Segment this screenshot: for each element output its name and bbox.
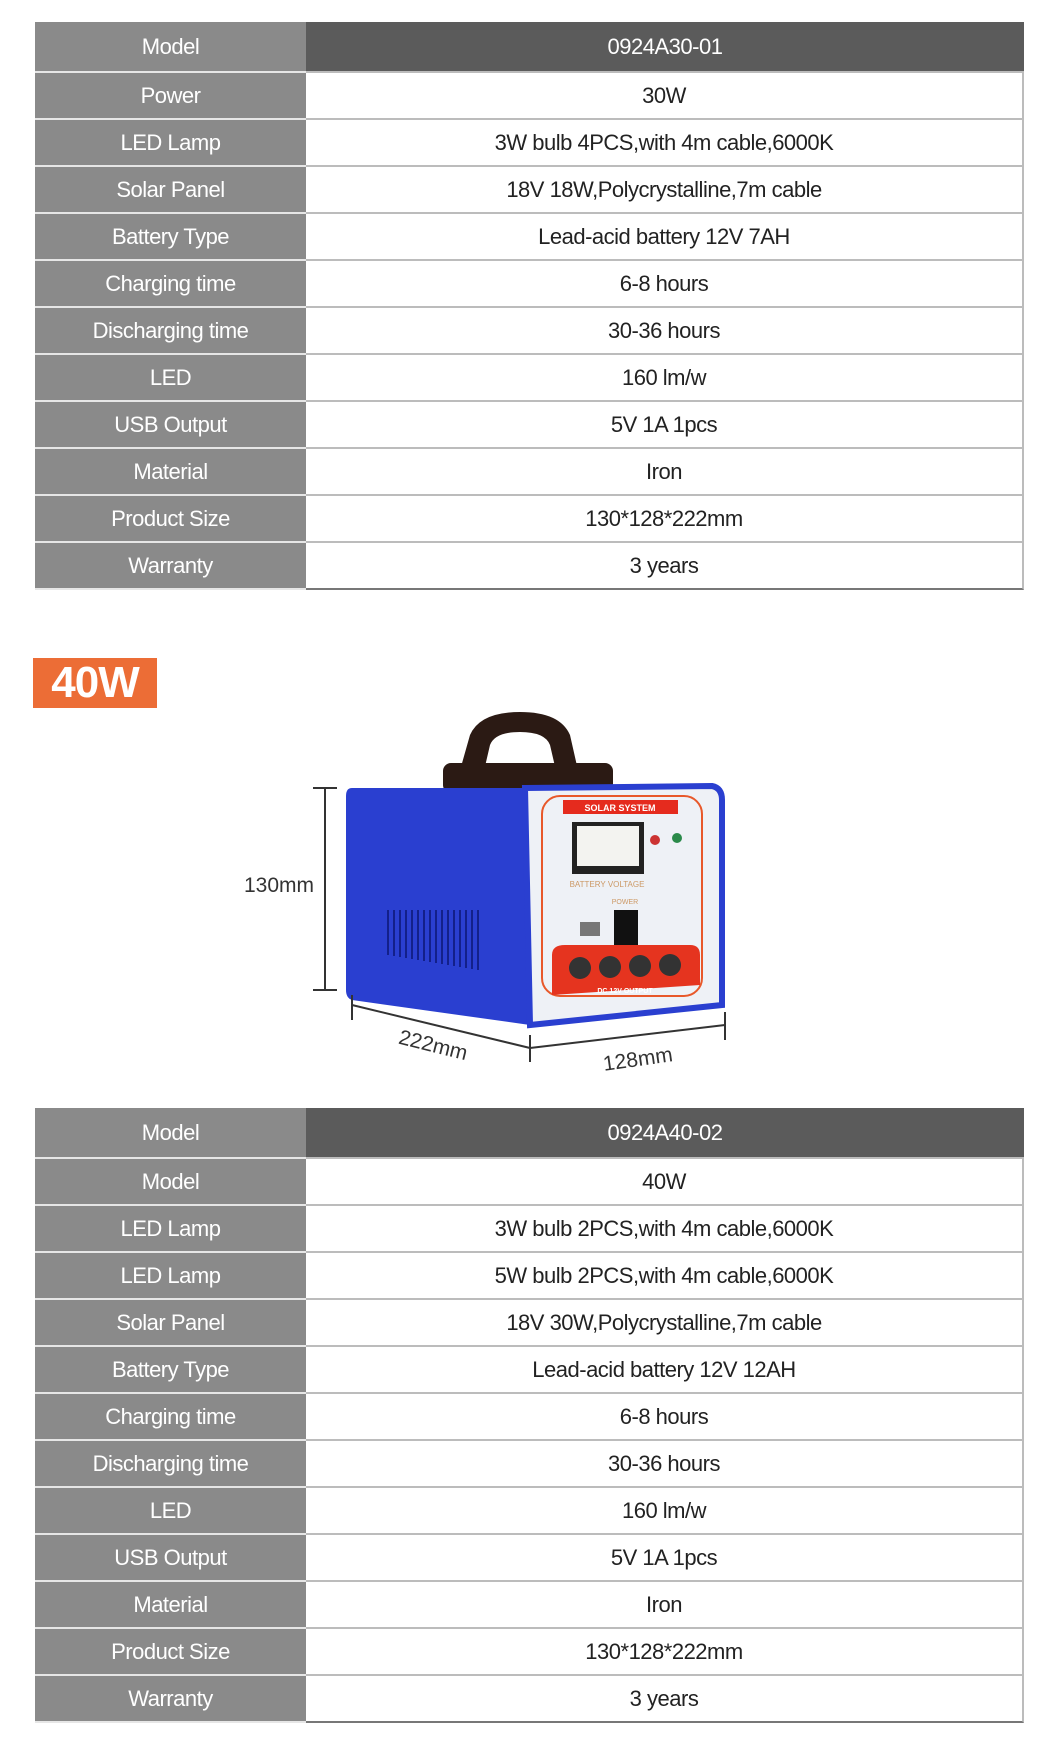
row-label: Discharging time <box>35 1441 306 1488</box>
depth-dimension: 222mm <box>396 1025 470 1066</box>
row-label: Discharging time <box>35 308 306 355</box>
row-value: 0924A40-02 <box>306 1108 1024 1159</box>
table-row <box>35 496 1024 543</box>
table-header-row <box>35 22 1024 73</box>
row-label: LED Lamp <box>35 120 306 167</box>
product-image-40w <box>0 700 1060 1100</box>
table-row <box>35 1488 1024 1535</box>
output-label: DC 12V OUTPUT <box>597 988 653 995</box>
row-value: 30-36 hours <box>306 1441 1024 1488</box>
spec-table-40w <box>35 1108 1024 1723</box>
row-value: 5W bulb 2PCS,with 4m cable,6000K <box>306 1253 1024 1300</box>
row-value: Lead-acid battery 12V 12AH <box>306 1347 1024 1394</box>
row-label: Solar Panel <box>35 1300 306 1347</box>
case-side <box>346 788 530 1025</box>
row-value: 130*128*222mm <box>306 496 1024 543</box>
table-row <box>35 1253 1024 1300</box>
row-value: 6-8 hours <box>306 261 1024 308</box>
row-label: Material <box>35 449 306 496</box>
row-label: Charging time <box>35 1394 306 1441</box>
table-row <box>35 1676 1024 1723</box>
height-dimension: 130mm <box>243 874 315 897</box>
row-label: Battery Type <box>35 1347 306 1394</box>
row-label: Solar Panel <box>35 167 306 214</box>
table-row <box>35 1394 1024 1441</box>
table-row <box>35 261 1024 308</box>
row-value: 160 lm/w <box>306 1488 1024 1535</box>
table-row <box>35 167 1024 214</box>
table-row <box>35 1206 1024 1253</box>
table-row <box>35 1300 1024 1347</box>
row-value: 30-36 hours <box>306 308 1024 355</box>
row-value: 18V 18W,Polycrystalline,7m cable <box>306 167 1024 214</box>
width-dimension: 128mm <box>601 1043 675 1076</box>
row-value: Lead-acid battery 12V 7AH <box>306 214 1024 261</box>
row-label: Product Size <box>35 496 306 543</box>
row-label: Warranty <box>35 1676 306 1723</box>
row-value: 3 years <box>306 1676 1024 1723</box>
row-value: 5V 1A 1pcs <box>306 402 1024 449</box>
row-label: Power <box>35 73 306 120</box>
row-label: LED <box>35 355 306 402</box>
row-value: 5V 1A 1pcs <box>306 1535 1024 1582</box>
table-row <box>35 543 1024 590</box>
power-badge-40w: 40W <box>33 658 157 708</box>
power-label: POWER <box>611 899 639 906</box>
row-value: 30W <box>306 73 1024 120</box>
table-row <box>35 402 1024 449</box>
row-value: 3W bulb 2PCS,with 4m cable,6000K <box>306 1206 1024 1253</box>
table-row <box>35 355 1024 402</box>
row-value: 0924A30-01 <box>306 22 1024 73</box>
table-row <box>35 1629 1024 1676</box>
row-label: Battery Type <box>35 214 306 261</box>
table-header-row <box>35 1108 1024 1159</box>
table-row <box>35 214 1024 261</box>
row-label: LED Lamp <box>35 1253 306 1300</box>
table-row <box>35 73 1024 120</box>
table-row <box>35 1582 1024 1629</box>
row-value: 18V 30W,Polycrystalline,7m cable <box>306 1300 1024 1347</box>
row-label: Model <box>35 1108 306 1159</box>
table-row <box>35 308 1024 355</box>
row-value: 3 years <box>306 543 1024 590</box>
table-row <box>35 1347 1024 1394</box>
row-label: Model <box>35 1159 306 1206</box>
row-value: 130*128*222mm <box>306 1629 1024 1676</box>
row-label: USB Output <box>35 1535 306 1582</box>
row-value: Iron <box>306 449 1024 496</box>
row-label: LED <box>35 1488 306 1535</box>
spec-table-30w <box>35 22 1024 590</box>
row-value: Iron <box>306 1582 1024 1629</box>
table-row <box>35 120 1024 167</box>
row-value: 6-8 hours <box>306 1394 1024 1441</box>
table-row <box>35 1535 1024 1582</box>
row-value: 3W bulb 4PCS,with 4m cable,6000K <box>306 120 1024 167</box>
row-value: 160 lm/w <box>306 355 1024 402</box>
table-row <box>35 1441 1024 1488</box>
row-label: LED Lamp <box>35 1206 306 1253</box>
row-label: Product Size <box>35 1629 306 1676</box>
row-label: Material <box>35 1582 306 1629</box>
row-label: Warranty <box>35 543 306 590</box>
meter-label: BATTERY VOLTAGE <box>569 880 645 889</box>
row-label: Charging time <box>35 261 306 308</box>
row-value: 40W <box>306 1159 1024 1206</box>
row-label: USB Output <box>35 402 306 449</box>
table-row <box>35 1159 1024 1206</box>
row-label: Model <box>35 22 306 73</box>
table-row <box>35 449 1024 496</box>
brand-label: SOLAR SYSTEM <box>584 803 656 813</box>
